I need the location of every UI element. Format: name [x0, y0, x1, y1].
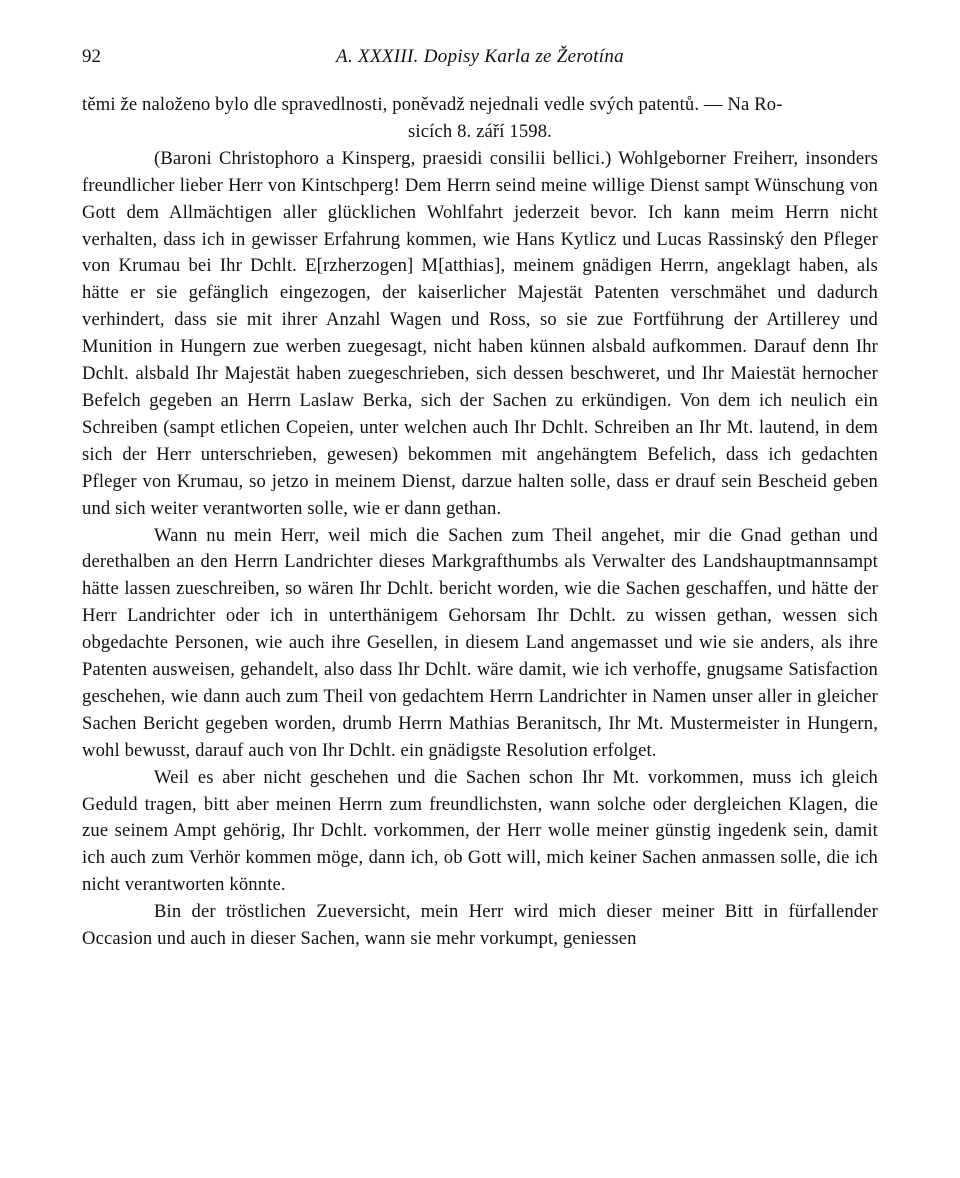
document-body [82, 92, 878, 953]
paragraph-letter-closing: Bin der tröstlichen Zueversicht, mein Herr wird mich dieser meiner Bitt in fürfallender Occasion und auch in dieser Sachen, wann sie mehr vorkumpt, geniessen [82, 901, 878, 950]
paragraph-letter-opening: (Baroni Christophoro a Kinsperg, praesidi consilii bellici.) Wohlgeborner Freiherr, insonders freundlicher lieber Herr von Kintschperg! Dem Herrn seind meine willige Dienst sampt Wünschung von Gott dem Allmächtigen aller glücklichen Wohlfahrt jederzeit bevor. Ich kann meim Herrn nicht verhalten, dass ich in gewisser Erfahrung kommen, wie Hans Kytlicz und Lucas Rassinský den Pfleger von Krumau bei Ihr Dchlt. E[rzherzogen] M[atthias], meinem gnädigen Herrn, angeklagt haben, als hätte er sie gefänglich eingezogen, der kaiserlicher Majestät Patenten verschmähet und dadurch verhindert, dass sie mit ihrer Anzahl Wagen und Ross, so sie zue Fortführung der Artillerey und Munition in Hungern zue werben zuegesagt, nicht haben künnen alsbald aufkommen. Darauf denn Ihr Dchlt. alsbald Ihr Majestät haben zuegeschrieben, sich dessen beschweret, und Ihr Maiestät hernocher Befelch gegeben an Herrn Laslaw Berka, sich der Sachen zu erkündigen. Von dem ich neulich ein Schreiben (sampt etlichen Copeien, unter welchen auch Ihr Dchlt. Schreiben an Ihr Mt. lautend, in dem sich der Herr unterschrieben, gewesen) bekommen mit angehängtem Befelich, dass ich gedachten Pfleger von Krumau, so jetzo in meinem Dienst, darzue halten solle, dass er drauf sein Bescheid geben und sich weiter verantworten solle, wie er dann gethan. [82, 147, 878, 519]
paragraph-letter-body: Wann nu mein Herr, weil mich die Sachen zum Theil angehet, mir die Gnad gethan und derethalben an den Herrn Landrichter dieses Markgrafthumbs als Verwalter des Landshauptmannsampt hätte lassen zueschreiben, so wären Ihr Dchlt. bericht worden, wie die Sachen geschaffen, und hätte der Herr Landrichter oder ich in unterthänigem Gehorsam Ihr Dchlt. zu wissen gethan, wessen sich obgedachte Personen, wie auch ihre Gesellen, in diesem Land angemasset und wie sie anders, als ihre Patenten ausweisen, gehandelt, also dass Ihr Dchlt. wäre damit, wie ich verhoffe, gnugsame Satisfaction geschehen, wie dann auch zum Theil von gedachtem Herrn Landrichter in Namen unser aller in gleicher Sachen Bericht gegeben worden, drumb Herrn Mathias Beranitsch, Ihr Mt. Mustermeister in Hungern, wohl bewusst, darauf auch von Ihr Dchlt. ein gnädigste Resolution erfolget. [82, 524, 878, 761]
page-header [82, 38, 878, 72]
paragraph-intro [82, 92, 878, 146]
paragraph-intro-dateline: sicích 8. září 1598. [408, 120, 552, 142]
paragraph-intro-text: těmi že naloženo bylo dle spravedlnosti, poněvadž nejednali vedle svých patentů. — Na Ro- [82, 94, 783, 115]
paragraph-letter-request: Weil es aber nicht geschehen und die Sachen schon Ihr Mt. vorkommen, muss ich gleich Geduld tragen, bitt aber meinen Herrn zum freundlichsten, wann solche oder dergleichen Klagen, die zue seinem Ampt gehörig, Ihr Dchlt. vorkommen, der Herr wolle meiner günstig ingedenk sein, damit ich auch zum Verhör kommen möge, dann ich, ob Gott will, mich keiner Sachen anmassen solle, die ich nicht verantworten könnte. [82, 766, 878, 896]
document-page [82, 38, 878, 953]
page-number: 92 [82, 46, 101, 67]
running-title: A. XXXIII. Dopisy Karla ze Žerotína [336, 46, 624, 67]
